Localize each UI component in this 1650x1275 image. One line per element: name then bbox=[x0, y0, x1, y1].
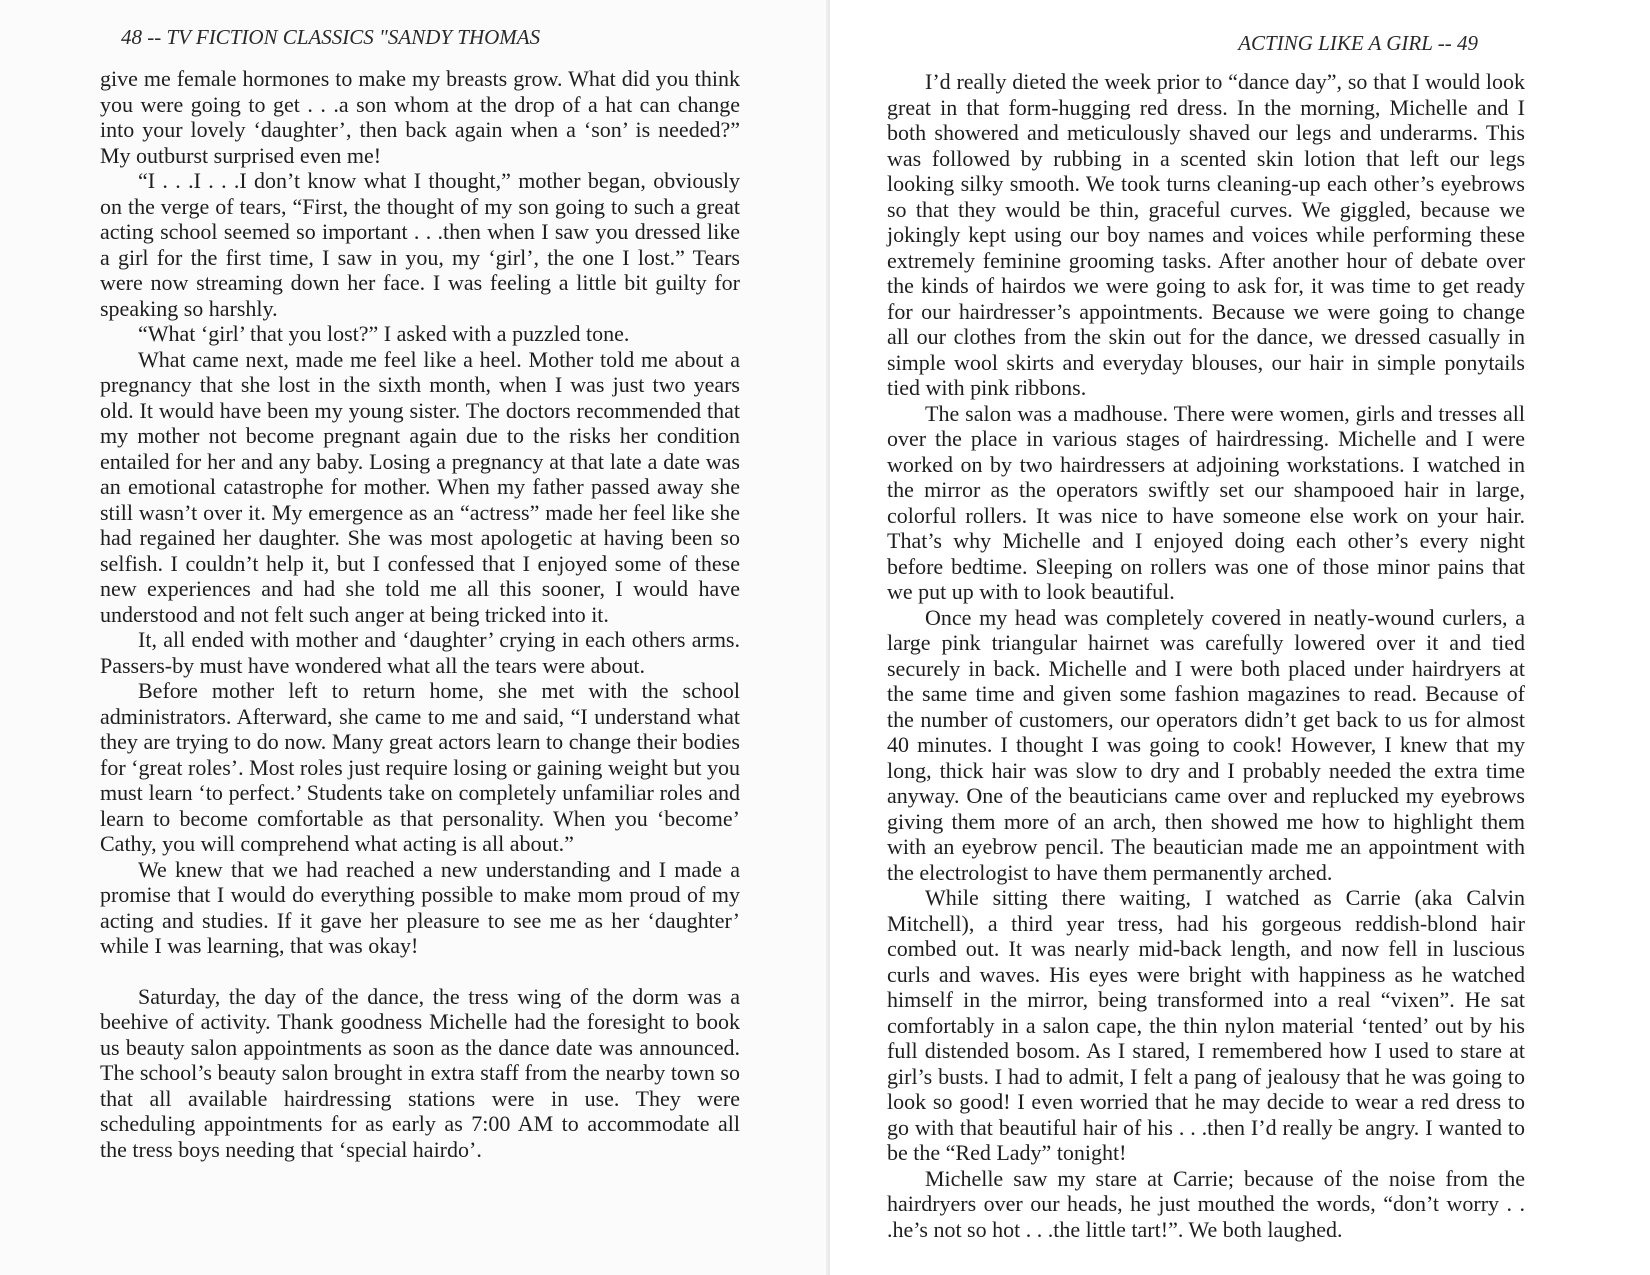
paragraph: “What ‘girl’ that you lost?” I asked with a puzzled tone. bbox=[138, 321, 630, 346]
left-page-header: 48 -- TV FICTION CLASSICS "SANDY THOMAS bbox=[121, 25, 541, 49]
paragraph: It, all ended with mother and ‘daughter’ crying in each others arms. Passers-by must have wondered what all the tears were about. bbox=[100, 627, 740, 678]
right-page-body bbox=[887, 69, 1525, 1242]
paragraph: While sitting there waiting, I watched as Carrie (aka Calvin Mitchell), a third year tress, had his gorgeous reddish-blond hair combed out. It was nearly mid-back length, and now fell in luscious curls and waves. His eyes were bright with happiness as he watched himself in the mirror, being transformed into a real “vixen”. He sat comfortably in a salon cape, the thin nylon material ‘tented’ out by his full distended bosom. As I stared, I remembered how I used to stare at girl’s busts. I had to admit, I felt a pang of jealousy that he was going to look so good! I even worried that he may decide to wear a red dress to go with that beautiful hair of his . . .then I’d really be angry. I wanted to be the “Red Lady” tonight! bbox=[887, 885, 1525, 1165]
right-page bbox=[830, 0, 1650, 1275]
right-page-header: ACTING LIKE A GIRL -- 49 bbox=[1238, 31, 1478, 55]
paragraph: Once my head was completely covered in neatly-wound curlers, a large pink triangular hairnet was carefully lowered over it and tied securely in back. Michelle and I were both placed under hairdryers at the same time and given some fashion magazines to read. Because of the number of customers, our operators didn’t get back to us for almost 40 minutes. I thought I was going to cook! However, I knew that my long, thick hair was slow to dry and I probably needed the extra time anyway. One of the beauticians came over and replucked my eyebrows giving them more of an arch, then showed me how to highlight them with an eyebrow pencil. The beautician made me an appointment with the electrologist to have them permanently arched. bbox=[887, 604, 1525, 885]
paragraph: The salon was a madhouse. There were women, girls and tresses all over the place in various stages of hairdressing. Michelle and I were worked on by two hairdressers at adjoining workstations. I watched in the mirror as the operators swiftly set our shampooed hair in large, colorful rollers. It was nice to have someone else work on your hair. That’s why Michelle and I enjoyed doing each other’s every night before bedtime. Sleeping on rollers was one of those minor pains that we put up with to look beautiful. bbox=[887, 400, 1525, 604]
left-page-body bbox=[100, 66, 740, 1162]
paragraph: Saturday, the day of the dance, the tress wing of the dorm was a beehive of activity. Thank goodness Michelle had the foresight to book us beauty salon appointments as soon as the dance date was announced. The school’s beauty salon brought in extra staff from the nearby town so that all available hairdressing stations were in use. They were scheduling appointments for as early as 7:00 AM to accommodate all the tress boys needing that ‘special hairdo’. bbox=[100, 983, 740, 1162]
paragraph: “I . . .I . . .I don’t know what I thought,” mother began, obviously on the verge of tears, “First, the thought of my son going to such a great acting school seemed so important . . .then when I saw you dressed like a girl for the first time, I saw in you, my ‘girl’, the one I lost.” Tears were now streaming down her face. I was feeling a little bit guilty for speaking so harshly. bbox=[100, 168, 740, 321]
paragraph: We knew that we had reached a new understanding and I made a promise that I would do everything possible to make mom proud of my acting and studies. If it gave her pleasure to see me as her ‘daughter’ while I was learning, that was okay! bbox=[100, 856, 740, 958]
paragraph: give me female hormones to make my breasts grow. What did you think you were going to get . . .a son whom at the drop of a hat can change into your lovely ‘daughter’, then back again when a ‘son’ is needed?” My outburst surprised even me! bbox=[100, 66, 740, 168]
paragraph: I’d really dieted the week prior to “dance day”, so that I would look great in that form-hugging red dress. In the morning, Michelle and I both showered and meticulously shaved our legs and underarms. This was followed by rubbing in a scented skin lotion that left our legs looking silky smooth. We took turns cleaning-up each other’s eyebrows so that they would be thin, graceful curves. We giggled, because we jokingly kept using our boy names and voices while performing these extremely feminine grooming tasks. After another hour of debate over the kinds of hairdos we were going to ask for, it was time to get ready for our hairdresser’s appointments. Because we were going to change all our clothes from the skin out for the dance, we dressed casually in simple wool skirts and everyday blouses, our hair in simple ponytails tied with pink ribbons. bbox=[887, 69, 1525, 400]
paragraph: Michelle saw my stare at Carrie; because of the noise from the hairdryers over our heads, he just mouthed the words, “don’t worry . . .he’s not so hot . . .the little tart!”. We both laughed. bbox=[887, 1165, 1525, 1242]
paragraph: Before mother left to return home, she met with the school administrators. Afterward, she came to me and said, “I understand what they are trying to do now. Many great actors learn to change their bodies for ‘great roles’. Most roles just require losing or gaining weight but you must learn ‘to perfect.’ Students take on completely unfamiliar roles and learn to become comfortable as that personality. When you ‘become’ Cathy, you will comprehend what acting is all about.” bbox=[100, 678, 740, 856]
paragraph: What came next, made me feel like a heel. Mother told me about a pregnancy that she lost in the sixth month, when I was just two years old. It would have been my young sister. The doctors recommended that my mother not become pregnant again due to the risks her condition entailed for her and any baby. Losing a pregnancy at that late a date was an emotional catastrophe for mother. When my father passed away she still wasn’t over it. My emergence as an “actress” made her feel like she had regained her daughter. She was most apologetic at having been so selfish. I couldn’t help it, but I confessed that I enjoyed some of these new experiences and had she told me all this sooner, I would have understood and not felt such anger at being tricked into it. bbox=[100, 346, 740, 627]
